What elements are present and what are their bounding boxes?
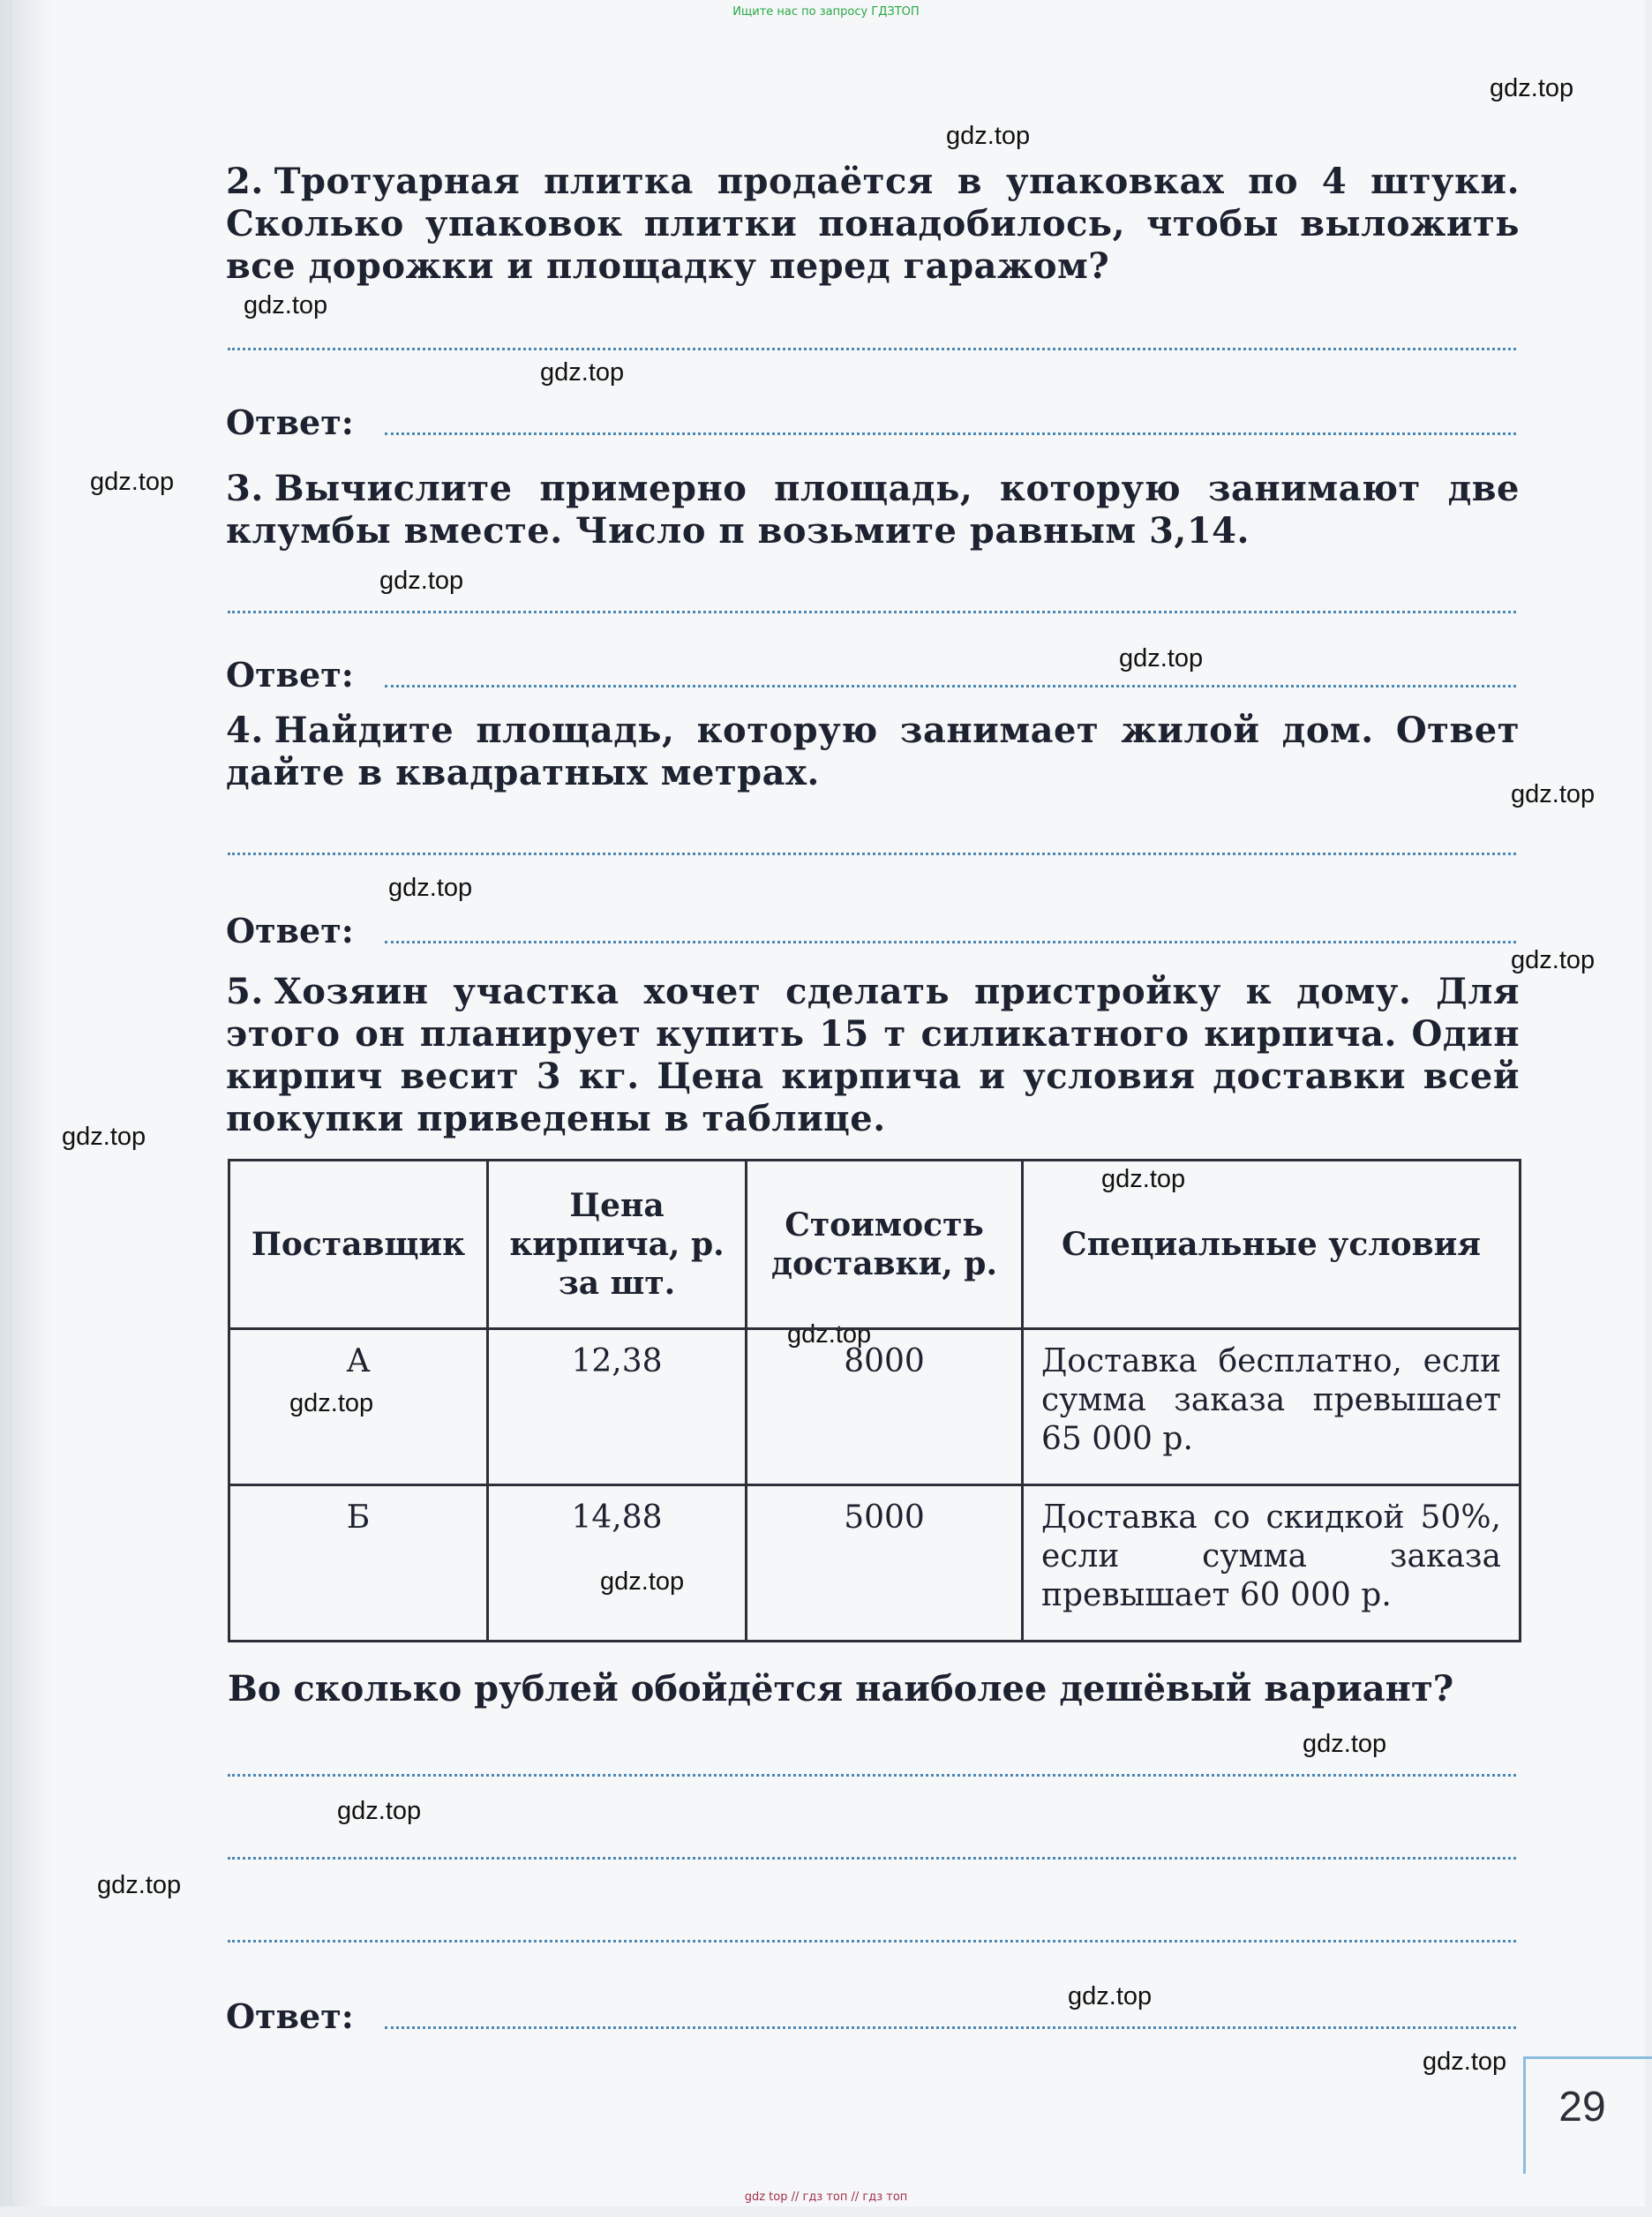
answer-field[interactable] [385,432,1516,435]
watermark: gdz.top [1068,1982,1153,2010]
column-header: Цена кирпича, р. за шт. [488,1161,747,1329]
answer-label: Ответ: [226,1996,354,2036]
table-cell: 14,88 [488,1485,747,1642]
task-4 [226,710,1520,794]
watermark: gdz.top [90,468,175,496]
table-row [229,1329,1521,1485]
answer-work-line[interactable] [228,853,1516,855]
table-cell: А [229,1329,488,1485]
answer-work-line[interactable] [228,1774,1516,1777]
table-cell: 12,38 [488,1329,747,1485]
watermark: gdz.top [600,1567,685,1596]
task-2 [226,161,1520,288]
table-cell: 5000 [747,1485,1023,1642]
answer-field[interactable] [385,2026,1516,2029]
answer-label: Ответ: [226,402,354,442]
footer-note: gdz top // гдз топ // гдз топ [744,2191,908,2204]
task-text: Тротуарная плитка продаётся в упаковках по 4 штуки. Сколько упаковок плитки понадобилось, чтобы выложить все дорожки и площадку перед гаражом? [226,161,1520,287]
task-text: Вычислите примерно площадь, которую занимают две клумбы вместе. Число π возьмите равным 3,14. [226,468,1520,552]
task-number: 2. [226,161,264,202]
task-5-question: Во сколько рублей обойдётся наиболее дешёвый вариант? [228,1668,1454,1710]
task-3 [226,468,1520,552]
table-cell: 8000 [747,1329,1023,1485]
watermark: gdz.top [337,1797,422,1825]
task-number: 3. [226,468,264,509]
watermark: gdz.top [244,291,328,319]
answer-work-line[interactable] [228,1940,1516,1943]
watermark: gdz.top [97,1871,182,1899]
answer-label: Ответ: [226,911,354,951]
answer-work-line[interactable] [228,611,1516,613]
watermark: gdz.top [388,874,473,902]
watermark: gdz.top [1119,644,1204,673]
table-cell: Б [229,1485,488,1642]
answer-work-line[interactable] [228,348,1516,350]
table-row [229,1485,1521,1642]
table-cell: Доставка со скидкой 50%, если сумма заказа превышает 60 000 р. [1023,1485,1521,1642]
watermark: gdz.top [1303,1730,1387,1758]
watermark: gdz.top [787,1320,872,1349]
task-number: 4. [226,710,264,751]
column-header: Поставщик [229,1161,488,1329]
answer-work-line[interactable] [228,1857,1516,1860]
task-text: Найдите площадь, которую занимает жилой дом. Ответ дайте в квадратных метрах. [226,710,1520,793]
task-number: 5. [226,971,264,1012]
answer-label: Ответ: [226,655,354,695]
supplier-table [228,1159,1521,1642]
watermark: gdz.top [1511,780,1596,808]
watermark: gdz.top [1423,2048,1507,2076]
watermark: gdz.top [1511,946,1596,974]
watermark: gdz.top [1490,74,1574,102]
page-number: 29 [1558,2084,1606,2131]
page-binding-shadow [0,0,53,2206]
column-header: Стоимость доставки, р. [747,1161,1023,1329]
task-text: Хозяин участка хочет сделать пристройку к дому. Для этого он планирует купить 15 т силикатного кирпича. Один кирпич весит 3 кг. Цена кирпича и условия доставки всей покупки приведены в таблице. [226,971,1520,1139]
watermark: gdz.top [62,1123,146,1151]
header-note: Ищите нас по запросу ГДЗТОП [732,5,920,19]
table-cell: Доставка бесплатно, если сумма заказа превышает 65 000 р. [1023,1329,1521,1485]
task-5 [226,971,1520,1140]
watermark: gdz.top [540,358,625,387]
watermark: gdz.top [289,1389,374,1417]
watermark: gdz.top [1101,1165,1186,1193]
watermark: gdz.top [379,567,464,595]
column-header: Специальные условия [1023,1161,1521,1329]
table-header-row [229,1161,1521,1329]
watermark: gdz.top [946,122,1031,150]
answer-field[interactable] [385,941,1516,943]
answer-field[interactable] [385,685,1516,688]
